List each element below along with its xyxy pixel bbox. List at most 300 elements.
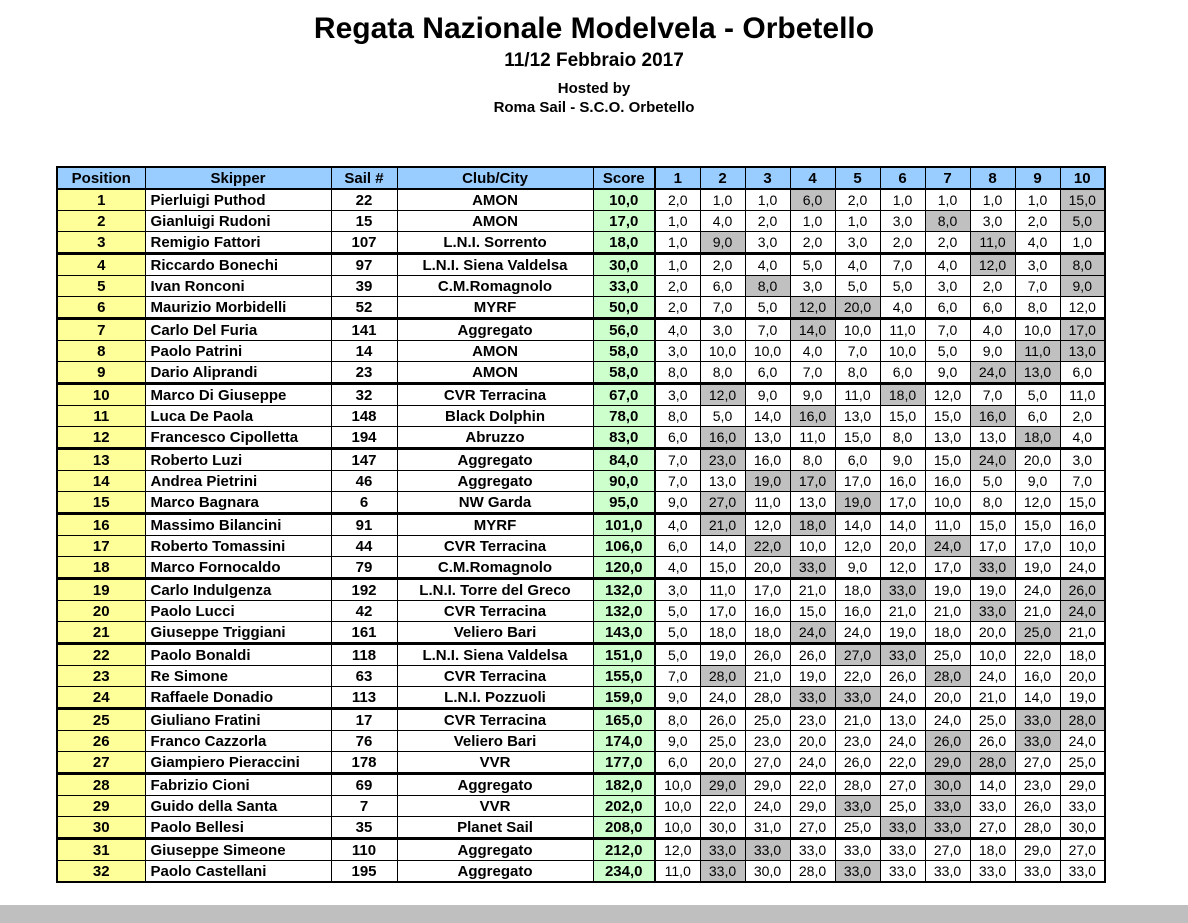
table-row [57, 709, 1105, 731]
skipper-cell: Paolo Patrini [145, 341, 331, 362]
race-score-cell: 4,0 [880, 297, 925, 319]
race-score-cell: 24,0 [880, 731, 925, 752]
score-cell: 132,0 [593, 579, 655, 601]
race-score-cell: 4,0 [925, 254, 970, 276]
score-cell: 101,0 [593, 514, 655, 536]
score-cell: 56,0 [593, 319, 655, 341]
col-header-skipper: Skipper [145, 167, 331, 189]
race-score-cell: 19,0 [700, 644, 745, 666]
race-score-cell: 19,0 [1060, 687, 1105, 709]
race-score-cell: 15,0 [1015, 514, 1060, 536]
race-score-cell: 26,0 [880, 666, 925, 687]
race-score-cell: 11,0 [790, 427, 835, 449]
position-cell: 12 [57, 427, 145, 449]
skipper-cell: Marco Bagnara [145, 492, 331, 514]
race-score-cell: 18,0 [790, 514, 835, 536]
race-score-cell: 18,0 [925, 622, 970, 644]
race-score-cell: 4,0 [655, 557, 700, 579]
position-cell: 29 [57, 796, 145, 817]
race-score-cell: 33,0 [970, 601, 1015, 622]
club-cell: Veliero Bari [397, 731, 593, 752]
race-score-cell: 11,0 [700, 579, 745, 601]
club-cell: Abruzzo [397, 427, 593, 449]
col-header-position: Position [57, 167, 145, 189]
race-score-cell: 21,0 [835, 709, 880, 731]
race-score-cell: 4,0 [655, 319, 700, 341]
sail-number-cell: 39 [331, 276, 397, 297]
position-cell: 10 [57, 384, 145, 406]
race-score-cell: 9,0 [1060, 276, 1105, 297]
sail-number-cell: 7 [331, 796, 397, 817]
race-score-cell: 25,0 [700, 731, 745, 752]
race-score-cell: 26,0 [835, 752, 880, 774]
col-header-club-city: Club/City [397, 167, 593, 189]
race-score-cell: 5,0 [970, 471, 1015, 492]
table-row [57, 644, 1105, 666]
race-score-cell: 18,0 [1060, 644, 1105, 666]
race-score-cell: 27,0 [1015, 752, 1060, 774]
race-score-cell: 29,0 [1015, 839, 1060, 861]
score-cell: 84,0 [593, 449, 655, 471]
col-header-race-5: 5 [835, 167, 880, 189]
race-score-cell: 12,0 [835, 536, 880, 557]
table-row [57, 427, 1105, 449]
skipper-cell: Marco Di Giuseppe [145, 384, 331, 406]
race-score-cell: 20,0 [880, 536, 925, 557]
sail-number-cell: 107 [331, 232, 397, 254]
club-cell: L.N.I. Sorrento [397, 232, 593, 254]
race-score-cell: 18,0 [1015, 427, 1060, 449]
race-score-cell: 7,0 [700, 297, 745, 319]
race-score-cell: 16,0 [790, 406, 835, 427]
race-score-cell: 9,0 [880, 449, 925, 471]
race-score-cell: 7,0 [925, 319, 970, 341]
skipper-cell: Remigio Fattori [145, 232, 331, 254]
race-score-cell: 28,0 [1015, 817, 1060, 839]
race-score-cell: 11,0 [1015, 341, 1060, 362]
race-score-cell: 33,0 [1060, 861, 1105, 883]
race-score-cell: 29,0 [700, 774, 745, 796]
race-score-cell: 19,0 [835, 492, 880, 514]
race-score-cell: 9,0 [970, 341, 1015, 362]
race-score-cell: 4,0 [745, 254, 790, 276]
race-score-cell: 2,0 [655, 276, 700, 297]
race-score-cell: 28,0 [970, 752, 1015, 774]
score-cell: 17,0 [593, 211, 655, 232]
table-row [57, 406, 1105, 427]
table-row [57, 449, 1105, 471]
position-cell: 9 [57, 362, 145, 384]
race-score-cell: 1,0 [655, 232, 700, 254]
race-score-cell: 13,0 [835, 406, 880, 427]
race-score-cell: 22,0 [880, 752, 925, 774]
club-cell: CVR Terracina [397, 384, 593, 406]
race-score-cell: 14,0 [700, 536, 745, 557]
race-score-cell: 27,0 [1060, 839, 1105, 861]
skipper-cell: Giampiero Pieraccini [145, 752, 331, 774]
race-score-cell: 21,0 [970, 687, 1015, 709]
race-score-cell: 3,0 [925, 276, 970, 297]
race-score-cell: 20,0 [1060, 666, 1105, 687]
race-score-cell: 28,0 [835, 774, 880, 796]
club-cell: C.M.Romagnolo [397, 557, 593, 579]
race-score-cell: 2,0 [790, 232, 835, 254]
race-score-cell: 2,0 [970, 276, 1015, 297]
sail-number-cell: 113 [331, 687, 397, 709]
race-score-cell: 8,0 [1060, 254, 1105, 276]
skipper-cell: Francesco Cipolletta [145, 427, 331, 449]
race-score-cell: 24,0 [970, 666, 1015, 687]
race-score-cell: 6,0 [655, 427, 700, 449]
club-cell: NW Garda [397, 492, 593, 514]
table-row [57, 297, 1105, 319]
race-score-cell: 25,0 [1060, 752, 1105, 774]
race-score-cell: 33,0 [1015, 861, 1060, 883]
table-row [57, 774, 1105, 796]
race-score-cell: 16,0 [970, 406, 1015, 427]
sail-number-cell: 23 [331, 362, 397, 384]
score-cell: 83,0 [593, 427, 655, 449]
club-cell: VVR [397, 752, 593, 774]
race-score-cell: 33,0 [700, 839, 745, 861]
race-score-cell: 10,0 [745, 341, 790, 362]
race-score-cell: 26,0 [970, 731, 1015, 752]
race-score-cell: 28,0 [745, 687, 790, 709]
skipper-cell: Franco Cazzorla [145, 731, 331, 752]
race-score-cell: 10,0 [1015, 319, 1060, 341]
race-score-cell: 33,0 [1015, 709, 1060, 731]
hosted-by-label: Hosted by [557, 80, 631, 97]
table-row [57, 254, 1105, 276]
club-cell: Black Dolphin [397, 406, 593, 427]
race-score-cell: 9,0 [655, 731, 700, 752]
race-score-cell: 20,0 [700, 752, 745, 774]
race-score-cell: 33,0 [970, 861, 1015, 883]
skipper-cell: Carlo Del Furia [145, 319, 331, 341]
col-header-race-3: 3 [745, 167, 790, 189]
race-score-cell: 12,0 [880, 557, 925, 579]
sail-number-cell: 79 [331, 557, 397, 579]
club-cell: Planet Sail [397, 817, 593, 839]
position-cell: 17 [57, 536, 145, 557]
race-score-cell: 28,0 [790, 861, 835, 883]
sail-number-cell: 97 [331, 254, 397, 276]
race-score-cell: 3,0 [835, 232, 880, 254]
skipper-cell: Gianluigi Rudoni [145, 211, 331, 232]
score-cell: 132,0 [593, 601, 655, 622]
club-cell: L.N.I. Torre del Greco [397, 579, 593, 601]
race-score-cell: 7,0 [745, 319, 790, 341]
race-score-cell: 10,0 [925, 492, 970, 514]
score-cell: 90,0 [593, 471, 655, 492]
skipper-cell: Riccardo Bonechi [145, 254, 331, 276]
race-score-cell: 1,0 [700, 189, 745, 211]
race-score-cell: 6,0 [880, 362, 925, 384]
sail-number-cell: 118 [331, 644, 397, 666]
race-score-cell: 33,0 [925, 861, 970, 883]
race-score-cell: 4,0 [790, 341, 835, 362]
race-score-cell: 30,0 [925, 774, 970, 796]
score-cell: 78,0 [593, 406, 655, 427]
col-header-race-2: 2 [700, 167, 745, 189]
sail-number-cell: 35 [331, 817, 397, 839]
race-score-cell: 29,0 [1060, 774, 1105, 796]
score-cell: 95,0 [593, 492, 655, 514]
race-score-cell: 5,0 [925, 341, 970, 362]
race-score-cell: 26,0 [745, 644, 790, 666]
race-score-cell: 3,0 [745, 232, 790, 254]
sail-number-cell: 44 [331, 536, 397, 557]
race-score-cell: 17,0 [745, 579, 790, 601]
race-score-cell: 12,0 [745, 514, 790, 536]
sail-number-cell: 91 [331, 514, 397, 536]
race-score-cell: 15,0 [700, 557, 745, 579]
race-score-cell: 26,0 [700, 709, 745, 731]
position-cell: 24 [57, 687, 145, 709]
race-score-cell: 17,0 [970, 536, 1015, 557]
window-bottom-bar [0, 905, 1188, 923]
race-score-cell: 4,0 [970, 319, 1015, 341]
race-score-cell: 4,0 [1060, 427, 1105, 449]
race-score-cell: 13,0 [700, 471, 745, 492]
race-score-cell: 19,0 [790, 666, 835, 687]
sail-number-cell: 32 [331, 384, 397, 406]
skipper-cell: Carlo Indulgenza [145, 579, 331, 601]
race-score-cell: 8,0 [655, 709, 700, 731]
race-score-cell: 7,0 [790, 362, 835, 384]
race-score-cell: 3,0 [880, 211, 925, 232]
race-score-cell: 8,0 [835, 362, 880, 384]
club-cell: Aggregato [397, 471, 593, 492]
race-score-cell: 10,0 [655, 774, 700, 796]
race-score-cell: 8,0 [655, 362, 700, 384]
race-score-cell: 28,0 [925, 666, 970, 687]
race-score-cell: 28,0 [1060, 709, 1105, 731]
race-score-cell: 1,0 [1015, 189, 1060, 211]
skipper-cell: Marco Fornocaldo [145, 557, 331, 579]
skipper-cell: Giuseppe Simeone [145, 839, 331, 861]
race-score-cell: 5,0 [745, 297, 790, 319]
race-score-cell: 6,0 [925, 297, 970, 319]
race-score-cell: 15,0 [790, 601, 835, 622]
skipper-cell: Paolo Bellesi [145, 817, 331, 839]
race-score-cell: 17,0 [790, 471, 835, 492]
race-score-cell: 29,0 [925, 752, 970, 774]
table-row [57, 341, 1105, 362]
table-header-row [57, 167, 1105, 189]
race-score-cell: 9,0 [655, 492, 700, 514]
position-cell: 6 [57, 297, 145, 319]
score-cell: 182,0 [593, 774, 655, 796]
race-score-cell: 26,0 [1015, 796, 1060, 817]
race-score-cell: 12,0 [1060, 297, 1105, 319]
score-cell: 67,0 [593, 384, 655, 406]
race-score-cell: 22,0 [745, 536, 790, 557]
race-score-cell: 5,0 [1015, 384, 1060, 406]
race-score-cell: 3,0 [790, 276, 835, 297]
race-score-cell: 15,0 [1060, 189, 1105, 211]
race-score-cell: 20,0 [925, 687, 970, 709]
race-score-cell: 7,0 [970, 384, 1015, 406]
race-score-cell: 11,0 [880, 319, 925, 341]
race-score-cell: 6,0 [790, 189, 835, 211]
race-score-cell: 9,0 [655, 687, 700, 709]
sail-number-cell: 46 [331, 471, 397, 492]
race-score-cell: 15,0 [835, 427, 880, 449]
race-score-cell: 24,0 [790, 622, 835, 644]
race-score-cell: 24,0 [925, 536, 970, 557]
table-row [57, 666, 1105, 687]
sail-number-cell: 63 [331, 666, 397, 687]
race-score-cell: 17,0 [1060, 319, 1105, 341]
position-cell: 26 [57, 731, 145, 752]
results-body [57, 189, 1105, 882]
race-score-cell: 9,0 [835, 557, 880, 579]
table-row [57, 276, 1105, 297]
race-score-cell: 25,0 [880, 796, 925, 817]
score-cell: 58,0 [593, 362, 655, 384]
race-score-cell: 27,0 [880, 774, 925, 796]
club-cell: AMON [397, 211, 593, 232]
race-score-cell: 5,0 [655, 601, 700, 622]
race-score-cell: 33,0 [925, 796, 970, 817]
race-score-cell: 19,0 [880, 622, 925, 644]
sail-number-cell: 15 [331, 211, 397, 232]
sail-number-cell: 69 [331, 774, 397, 796]
race-score-cell: 33,0 [835, 687, 880, 709]
sail-number-cell: 161 [331, 622, 397, 644]
race-score-cell: 16,0 [745, 601, 790, 622]
table-row [57, 839, 1105, 861]
race-score-cell: 10,0 [1060, 536, 1105, 557]
sail-number-cell: 17 [331, 709, 397, 731]
race-score-cell: 4,0 [835, 254, 880, 276]
sail-number-cell: 192 [331, 579, 397, 601]
table-row [57, 362, 1105, 384]
race-score-cell: 13,0 [1060, 341, 1105, 362]
race-score-cell: 33,0 [970, 796, 1015, 817]
race-score-cell: 14,0 [880, 514, 925, 536]
club-cell: Aggregato [397, 839, 593, 861]
race-score-cell: 10,0 [835, 319, 880, 341]
race-score-cell: 17,0 [925, 557, 970, 579]
race-score-cell: 18,0 [970, 839, 1015, 861]
position-cell: 28 [57, 774, 145, 796]
race-score-cell: 33,0 [925, 817, 970, 839]
sail-number-cell: 178 [331, 752, 397, 774]
race-score-cell: 33,0 [835, 861, 880, 883]
club-cell: Veliero Bari [397, 622, 593, 644]
race-score-cell: 26,0 [790, 644, 835, 666]
race-score-cell: 1,0 [745, 189, 790, 211]
race-score-cell: 24,0 [970, 449, 1015, 471]
race-score-cell: 13,0 [925, 427, 970, 449]
race-score-cell: 2,0 [880, 232, 925, 254]
race-score-cell: 13,0 [790, 492, 835, 514]
race-score-cell: 9,0 [745, 384, 790, 406]
race-score-cell: 14,0 [970, 774, 1015, 796]
race-score-cell: 20,0 [790, 731, 835, 752]
sail-number-cell: 194 [331, 427, 397, 449]
table-row [57, 579, 1105, 601]
race-score-cell: 11,0 [925, 514, 970, 536]
race-score-cell: 2,0 [925, 232, 970, 254]
club-cell: MYRF [397, 514, 593, 536]
race-score-cell: 12,0 [1015, 492, 1060, 514]
score-cell: 177,0 [593, 752, 655, 774]
table-row [57, 557, 1105, 579]
race-score-cell: 13,0 [745, 427, 790, 449]
club-cell: CVR Terracina [397, 709, 593, 731]
race-score-cell: 22,0 [1015, 644, 1060, 666]
table-row [57, 536, 1105, 557]
race-score-cell: 13,0 [1015, 362, 1060, 384]
race-score-cell: 5,0 [835, 276, 880, 297]
race-score-cell: 4,0 [700, 211, 745, 232]
race-score-cell: 24,0 [790, 752, 835, 774]
position-cell: 13 [57, 449, 145, 471]
race-score-cell: 15,0 [925, 449, 970, 471]
race-score-cell: 7,0 [655, 666, 700, 687]
table-row [57, 752, 1105, 774]
club-cell: MYRF [397, 297, 593, 319]
race-score-cell: 20,0 [835, 297, 880, 319]
club-cell: CVR Terracina [397, 666, 593, 687]
position-cell: 22 [57, 644, 145, 666]
race-score-cell: 23,0 [1015, 774, 1060, 796]
race-score-cell: 24,0 [1015, 579, 1060, 601]
position-cell: 7 [57, 319, 145, 341]
col-header-sail-number: Sail # [331, 167, 397, 189]
race-score-cell: 24,0 [1060, 731, 1105, 752]
event-date: 11/12 Febbraio 2017 [504, 50, 684, 71]
race-score-cell: 11,0 [970, 232, 1015, 254]
col-header-race-9: 9 [1015, 167, 1060, 189]
race-score-cell: 17,0 [1015, 536, 1060, 557]
race-score-cell: 33,0 [970, 557, 1015, 579]
race-score-cell: 19,0 [925, 579, 970, 601]
club-cell: CVR Terracina [397, 536, 593, 557]
race-score-cell: 8,0 [745, 276, 790, 297]
table-row [57, 514, 1105, 536]
race-score-cell: 4,0 [1015, 232, 1060, 254]
race-score-cell: 23,0 [790, 709, 835, 731]
sail-number-cell: 76 [331, 731, 397, 752]
race-score-cell: 21,0 [1015, 601, 1060, 622]
position-cell: 32 [57, 861, 145, 883]
race-score-cell: 18,0 [700, 622, 745, 644]
race-score-cell: 16,0 [1060, 514, 1105, 536]
race-score-cell: 16,0 [835, 601, 880, 622]
table-row [57, 384, 1105, 406]
sail-number-cell: 141 [331, 319, 397, 341]
race-score-cell: 16,0 [1015, 666, 1060, 687]
club-cell: Aggregato [397, 319, 593, 341]
score-cell: 212,0 [593, 839, 655, 861]
table-row [57, 319, 1105, 341]
race-score-cell: 7,0 [835, 341, 880, 362]
race-score-cell: 12,0 [925, 384, 970, 406]
race-score-cell: 25,0 [745, 709, 790, 731]
col-header-race-4: 4 [790, 167, 835, 189]
race-score-cell: 2,0 [1060, 406, 1105, 427]
race-score-cell: 14,0 [835, 514, 880, 536]
race-score-cell: 5,0 [1060, 211, 1105, 232]
race-score-cell: 3,0 [655, 341, 700, 362]
position-cell: 14 [57, 471, 145, 492]
race-score-cell: 8,0 [790, 449, 835, 471]
race-score-cell: 24,0 [835, 622, 880, 644]
